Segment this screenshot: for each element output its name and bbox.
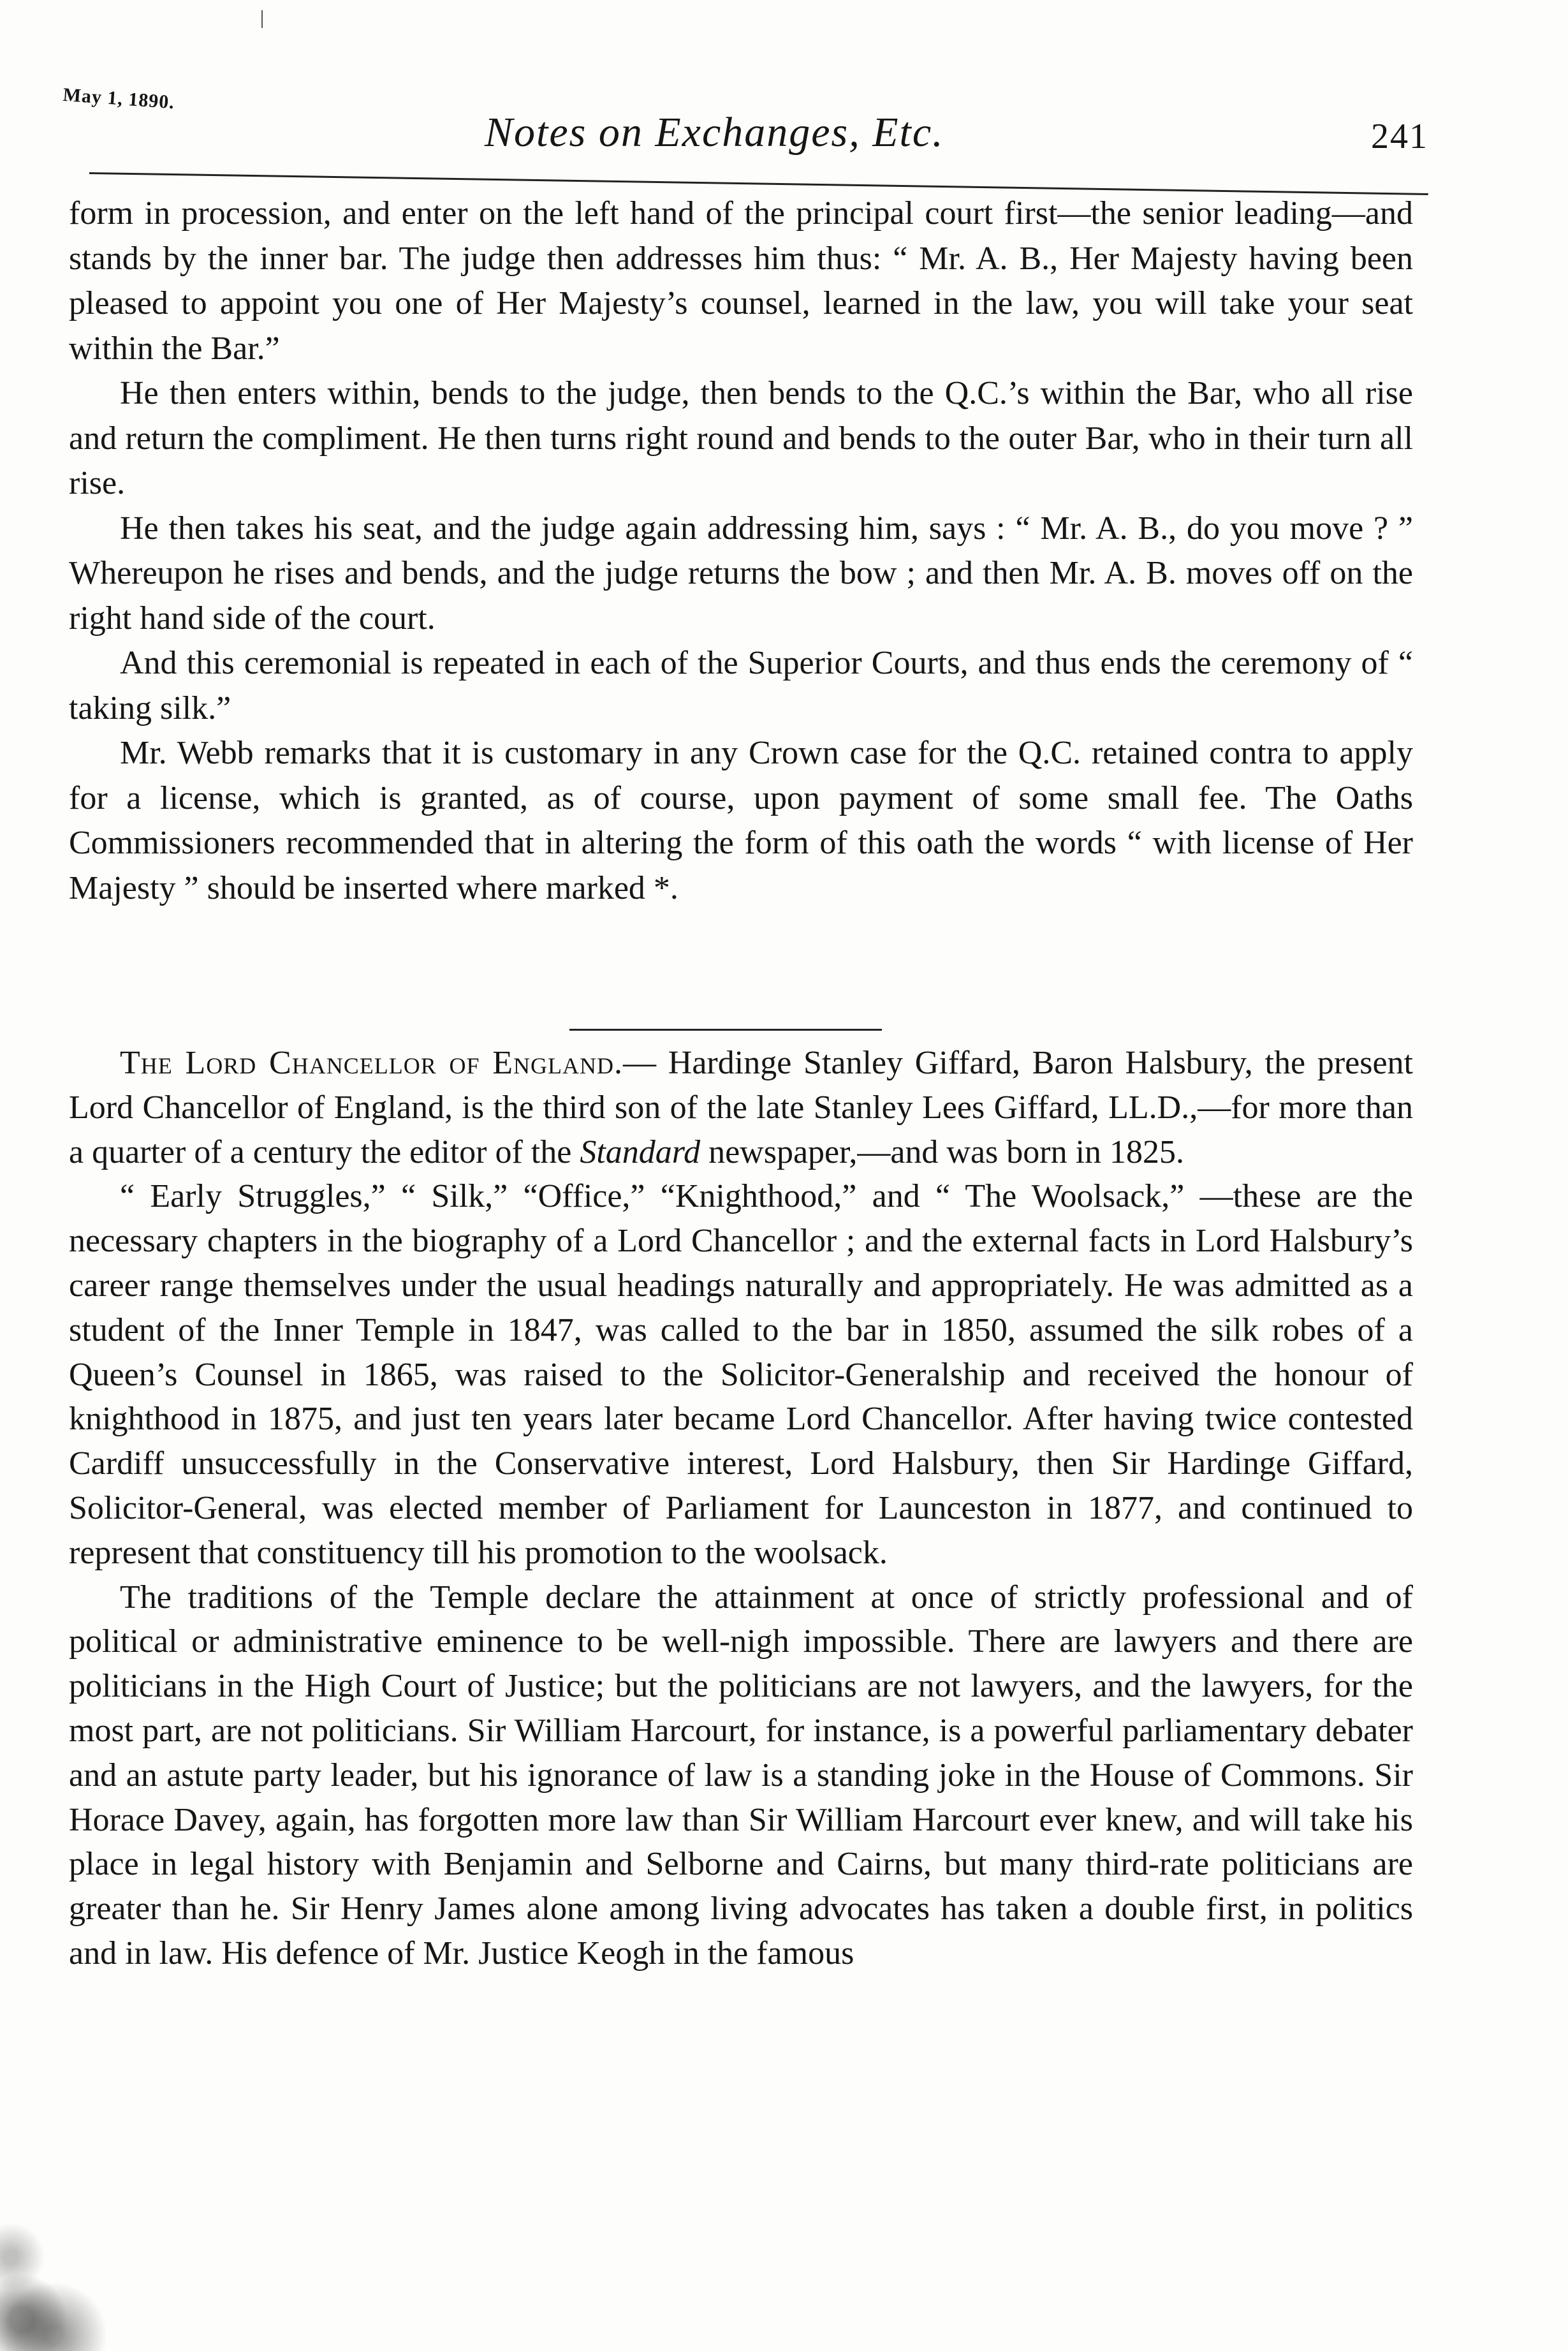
paragraph: form in procession, and enter on the left hand of the principal court first—the senior leading—and stands by the inner bar. The judge then addresses him thus: “ Mr. A. B., Her Majesty having been pleased to appoint you one of Her Majesty’s counsel, learned in the law, you will take your seat within the Bar.” [69,195,1413,367]
scan-tick-mark [261,10,263,28]
page-header [64,77,1428,185]
paragraph: The traditions of the Temple declare the attainment at once of strictly professional and of political or administrative eminence to be well-nigh impossible. There are lawyers and there are politicians in the High Court of Justice; but the politicians are not lawyers, and the lawyers, for the most part, are not politicians. Sir William Harcourt, for instance, is a powerful parliamentary debater and an astute party leader, but his ignorance of law is a standing joke in the House of Commons. Sir Horace Davey, again, has forgotten more law than Sir William Harcourt ever knew, and will take his place in legal history with Benjamin and Selborne and Cairns, but many third-rate politicians are greater than he. Sir Henry James alone among living advocates has taken a double first, in politics and in law. His defence of Mr. Justice Keogh in the famous [69,1579,1413,1971]
opening-text: — Hardinge Stanley Giffard, Baron Halsbury, the present Lord Chancellor of England, is the third son of the late Stanley Lees Giffard, LL.D.,—for more than a quarter of a century the editor of the [69,1045,1413,1170]
opening-text-end: newspaper,—and was born in 1825. [700,1133,1185,1170]
paragraph: He then takes his seat, and the judge again addressing him, says : “ Mr. A. B., do you move ? ” Whereupon he rises and bends, and the judge returns the bow ; and then Mr. A. B. moves off on the right hand side of the court. [69,510,1413,637]
silk-ceremony-text [69,191,1413,911]
section-divider [569,1029,882,1031]
newspaper-title: Standard [580,1133,701,1170]
article-heading: The Lord Chancellor of England. [120,1045,624,1081]
paragraph: “ Early Struggles,” “ Silk,” “Office,” “Knighthood,” and “ The Woolsack,” —these are the necessary chapters in the biography of a Lord Chancellor ; and the external facts in Lord Halsbury’s career range themselves under the usual headings naturally and appropriately. He was admitted as a student of the Inner Temple in 1847, was called to the bar in 1850, assumed the silk robes of a Queen’s Counsel in 1865, was raised to the Solicitor-Generalship and received the honour of knighthood in 1875, and just ten years later became Lord Chancellor. After having twice contested Cardiff unsuccessfully in the Conservative interest, Lord Halsbury, then Sir Hardinge Giffard, Solicitor-General, was elected member of Parliament for Launceston in 1877, and continued to represent that constituency till his promotion to the woolsack. [69,1178,1413,1571]
article-opening-paragraph [69,1041,1413,1174]
paragraph: And this ceremonial is repeated in each of the Superior Courts, and thus ends the ceremony of “ taking silk.” [69,645,1413,726]
paragraph: He then enters within, bends to the judge, then bends to the Q.C.’s within the Bar, who all rise and return the compliment. He then turns right round and bends to the outer Bar, who in their turn all rise. [69,375,1413,501]
running-title: Notes on Exchanges, Etc. [485,109,944,156]
lord-chancellor-article [69,1041,1413,1976]
page-number: 241 [1371,117,1428,156]
issue-date: May 1, 1890. [62,84,175,114]
scan-smudge [0,2194,108,2351]
paragraph: Mr. Webb remarks that it is customary in any Crown case for the Q.C. retained contra to apply for a license, which is granted, as of course, upon payment of some small fee. The Oaths Commissioners recommended that in altering the form of this oath the words “ with license of Her Majesty ” should be inserted where marked *. [69,735,1413,906]
